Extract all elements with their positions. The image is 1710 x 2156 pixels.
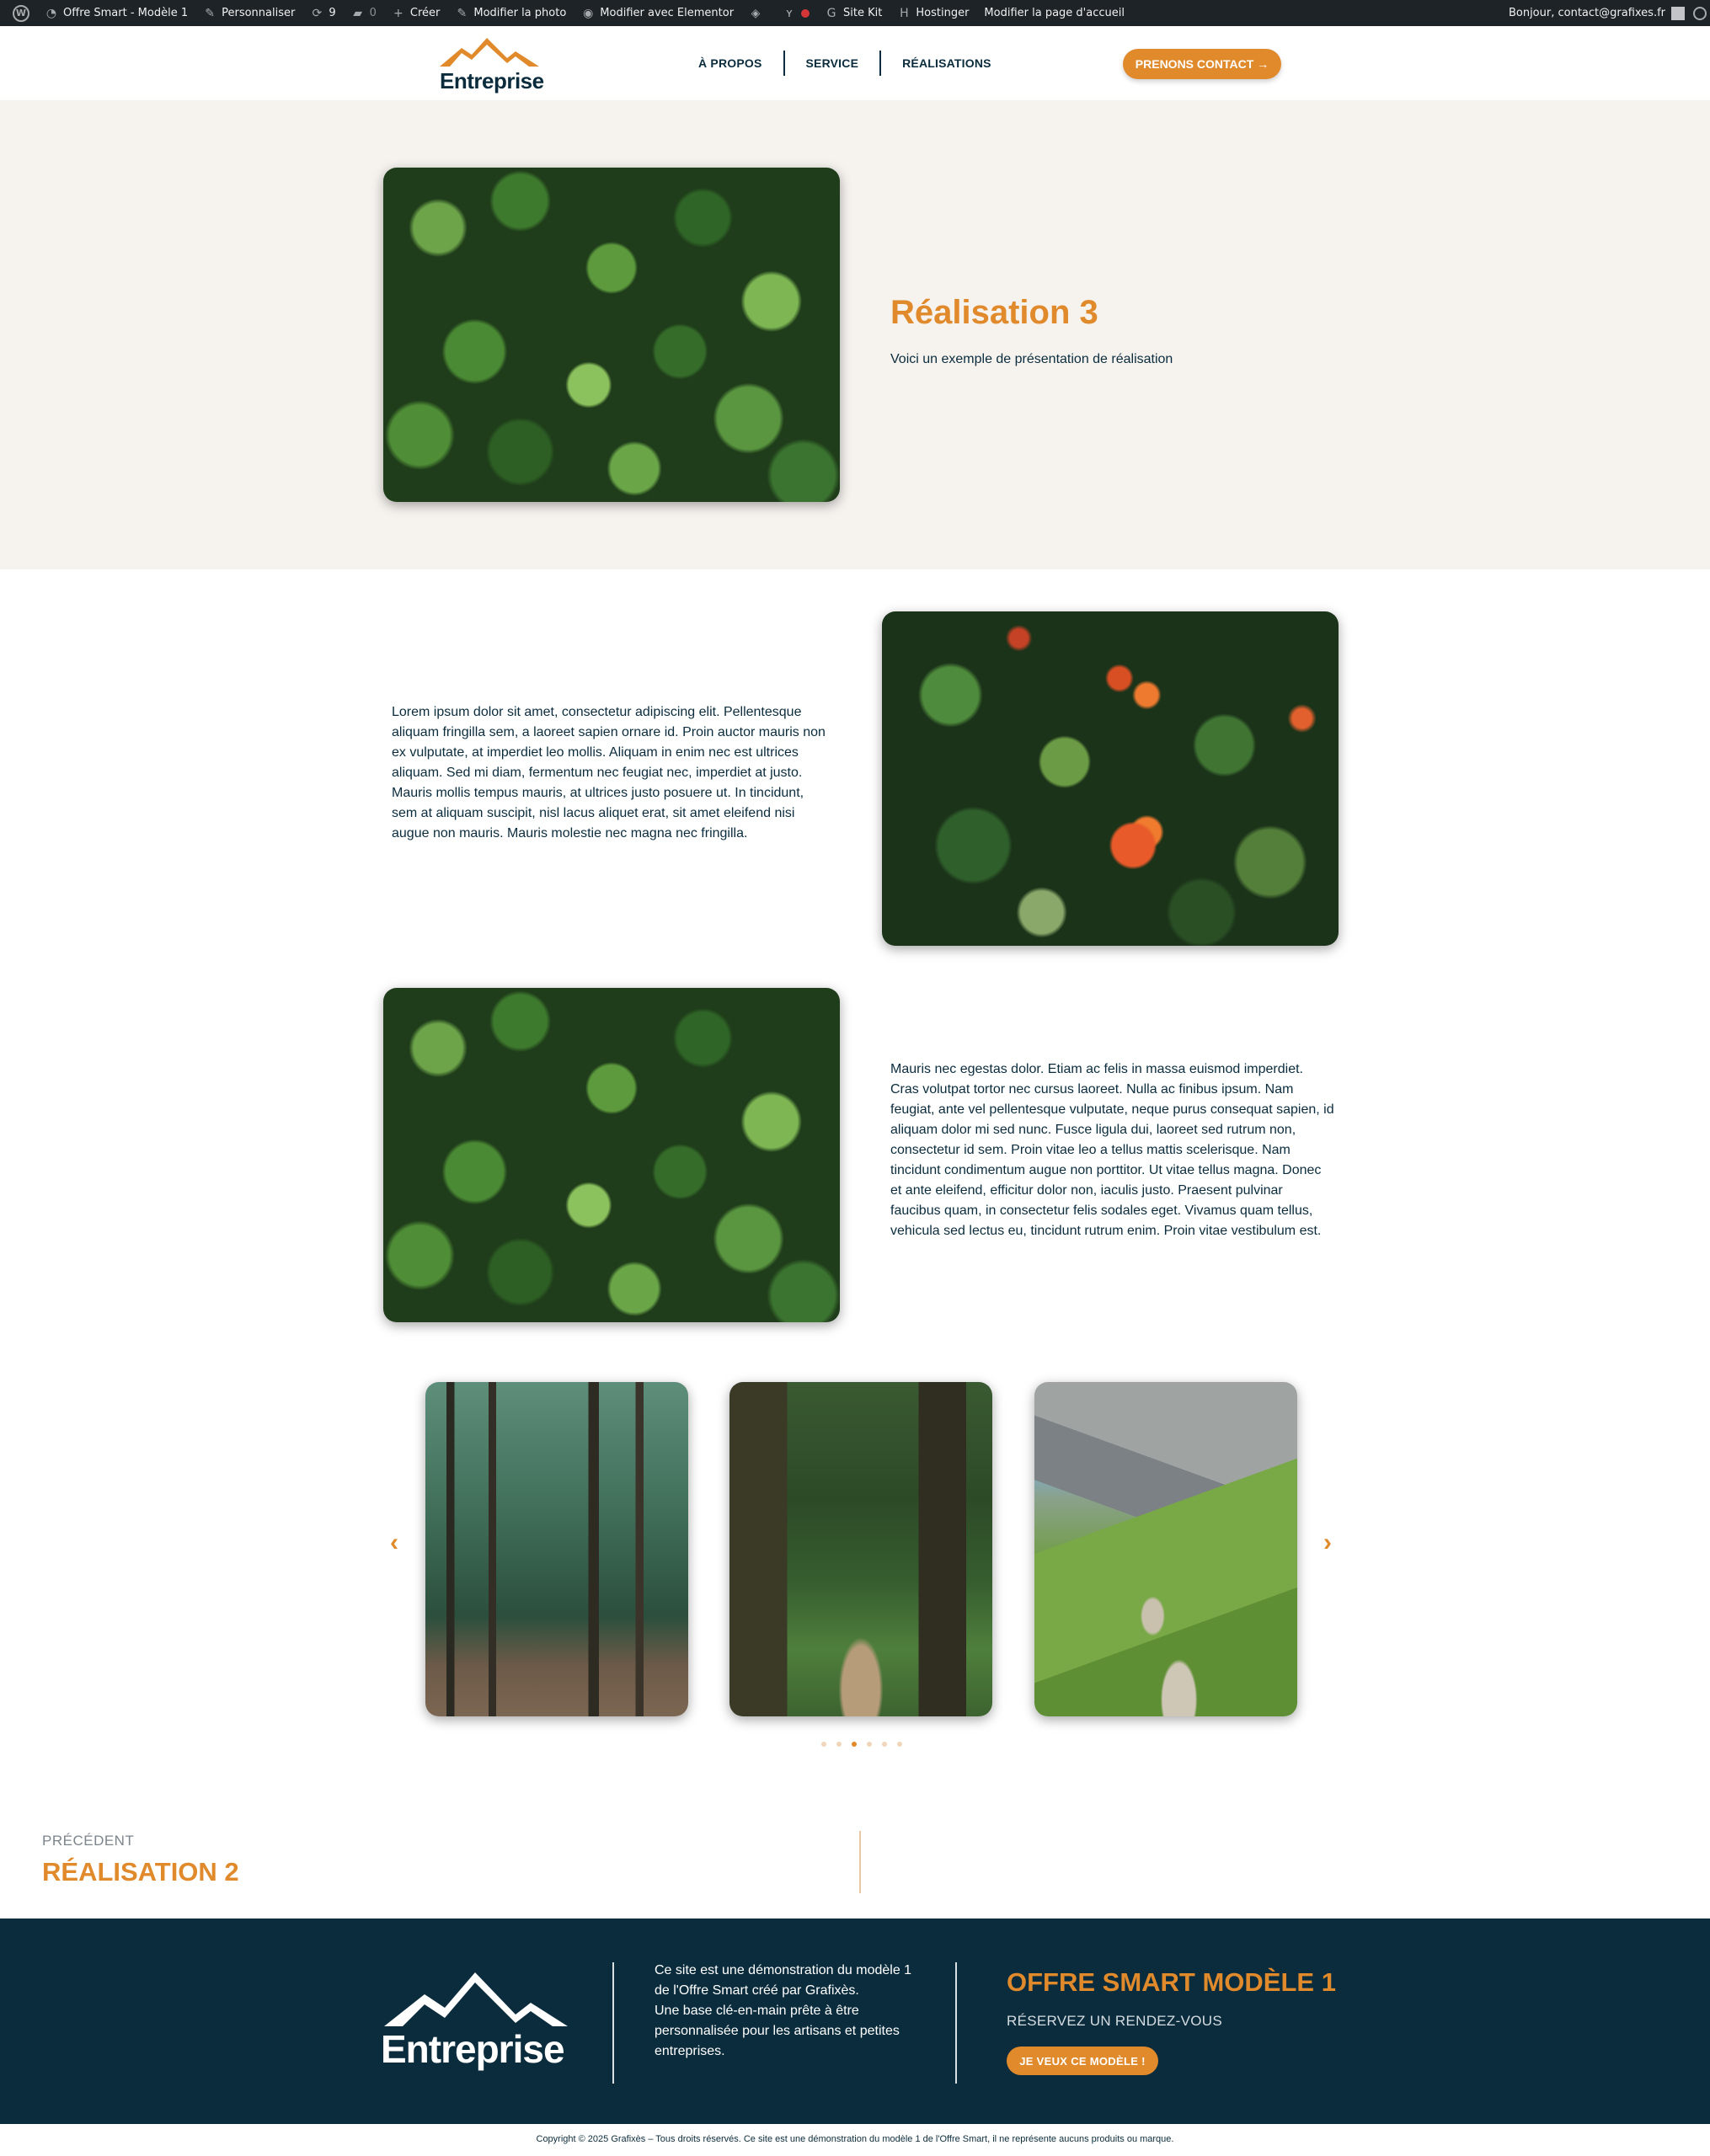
footer-description — [655, 1961, 924, 2062]
elementor-icon: ◉ — [583, 6, 594, 20]
footer-description-line: personnalisée pour les artisans et petites — [655, 2024, 900, 2038]
prev-label: PRÉCÉDENT — [42, 1833, 135, 1849]
comments-link[interactable] — [344, 0, 384, 26]
yoast-icon: ʏ — [785, 6, 794, 20]
footer-description-line: Une base clé-en-main prête à être — [655, 2004, 859, 2018]
carousel-next-button[interactable] — [1318, 1530, 1337, 1556]
hero-section — [0, 100, 1710, 569]
carousel-dot-active[interactable] — [852, 1742, 857, 1747]
autumn-forest-photo — [882, 611, 1339, 946]
site-name-label: Offre Smart - Modèle 1 — [63, 7, 189, 19]
site-name-menu[interactable] — [37, 0, 195, 26]
content-paragraph-1: Lorem ipsum dolor sit amet, consectetur adipiscing elit. Pellentesque aliquam fringilla sem, a laoreet sapien ornare id. Proin auctor mauris non ex vulputate, at imperdiet leo mollis. Aliquam in enim nec est ultrices aliquam. Sed mi diam, fermentum nec feugiat nec, imperdiet at justo. Mauris mollis tempus mauris, at ultrices justo posuere ut. In tincidunt, sem at aliquam suscipit, nisl lacus aliquet erat, sit amet eleifend nisi augue non mauris. Mauris molestie nec magna nec fringilla. — [392, 705, 826, 841]
wordpress-menu[interactable] — [5, 0, 37, 26]
comment-icon: ▰ — [353, 6, 362, 20]
site-kit-label: Site Kit — [843, 7, 883, 19]
diamond-icon: ◈ — [751, 6, 761, 20]
customize-link[interactable] — [195, 0, 302, 26]
carousel-dot[interactable] — [867, 1742, 872, 1747]
edit-elementor-label: Modifier avec Elementor — [600, 7, 735, 19]
footer-title: OFFRE SMART MODÈLE 1 — [1007, 1967, 1336, 1997]
footer-divider — [612, 1962, 614, 2084]
chevron-right-icon: › — [1323, 1529, 1332, 1556]
carousel-dot[interactable] — [836, 1742, 842, 1747]
mountain-logo-icon — [438, 33, 548, 71]
brush-icon: ✎ — [205, 6, 215, 20]
site-footer — [0, 1919, 1710, 2124]
copyright-text: Copyright © 2025 Grafixès – Tous droits réservés. Ce site est une démonstration du modèle 1 de l'Offre Smart, il ne représente aucuns produits ou marque. — [536, 2134, 1174, 2144]
main-nav — [677, 51, 1013, 76]
dashboard-icon: ◔ — [45, 6, 57, 20]
edit-elementor-link[interactable] — [574, 0, 741, 26]
edit-home-link[interactable] — [976, 0, 1132, 26]
create-label: Créer — [409, 7, 441, 19]
footer-mountain-logo-icon — [381, 1966, 574, 2033]
edit-photo-link[interactable] — [447, 0, 574, 26]
create-menu[interactable] — [384, 0, 447, 26]
carousel-prev-button[interactable] — [385, 1530, 403, 1556]
contact-button[interactable]: PRENONS CONTACT → — [1123, 49, 1281, 79]
carousel-dot[interactable] — [821, 1742, 826, 1747]
hostinger-label: Hostinger — [916, 7, 970, 19]
nav-item-service[interactable]: SERVICE — [805, 56, 859, 70]
account-menu[interactable] — [1501, 0, 1693, 26]
site-header — [0, 26, 1710, 100]
post-nav-divider — [859, 1831, 861, 1893]
page-title: Réalisation 3 — [890, 294, 1098, 331]
nav-item-realisations[interactable]: RÉALISATIONS — [902, 56, 991, 70]
content-paragraph-2: Mauris nec egestas dolor. Etiam ac felis in massa euismod imperdiet. Cras volutpat tortor nec cursus laoreet. Nulla ac finibus ipsum. Nam feugiat, ante vel pellentesque vulputate, neque purus consequat sapien, id aliquam dolor mi sed nunc. Fusce ligula dui, laoreet sed rutrum non, consectetur id sem. Proin vitae leo a tellus mattis scelerisque. Nam tincidunt condimentum augue non porttitor. Ut vitae tellus magna. Donec et ante eleifend, efficitur dolor non, iaculis justo. Praesent pulvinar faucibus quam, in consectetur felis sodales eget. Vivamus quam tellus, vehicula sed lectus eu, tincidunt rutrum enim. Proin vitae vestibulum est. — [890, 1062, 1334, 1238]
edit-photo-label: Modifier la photo — [473, 7, 567, 19]
footer-divider — [955, 1962, 957, 2084]
search-icon[interactable] — [1693, 7, 1707, 20]
get-template-button[interactable]: JE VEUX CE MODÈLE ! — [1007, 2047, 1158, 2075]
wp-admin-bar — [0, 0, 1710, 26]
carousel-slide-jungle-path[interactable] — [729, 1382, 992, 1716]
footer-description-line: Ce site est une démonstration du modèle 1 — [655, 1963, 912, 1977]
footer-logo[interactable] — [381, 1966, 574, 2075]
footer-description-line: entreprises. — [655, 2044, 725, 2058]
site-kit-link[interactable] — [817, 0, 890, 26]
footer-subtitle: RÉSERVEZ UN RENDEZ-VOUS — [1007, 2013, 1222, 2029]
page-subtitle: Voici un exemple de présentation de réalisation — [890, 352, 1173, 366]
carousel-dot[interactable] — [882, 1742, 887, 1747]
carousel-pagination — [821, 1742, 912, 1747]
hostinger-icon: H — [900, 6, 909, 20]
hostinger-link[interactable] — [890, 0, 976, 26]
prev-title[interactable]: RÉALISATION 2 — [42, 1857, 239, 1886]
footer-description-line: de l'Offre Smart créé par Grafixès. — [655, 1983, 859, 1998]
updates-icon: ⟳ — [312, 6, 323, 20]
chevron-left-icon: ‹ — [390, 1529, 398, 1556]
carousel-dot[interactable] — [897, 1742, 902, 1747]
wordpress-logo-icon: W — [13, 5, 29, 22]
updates-count: 9 — [329, 7, 336, 19]
diamond-menu[interactable] — [741, 0, 775, 26]
comments-count: 0 — [369, 7, 377, 19]
seo-status-dot — [801, 9, 810, 18]
updates-link[interactable] — [302, 0, 343, 26]
carousel-slide-mountain-trail[interactable] — [1034, 1382, 1297, 1716]
nav-item-a-propos[interactable]: À PROPOS — [698, 56, 762, 70]
avatar — [1671, 7, 1685, 20]
carousel-slide-forest-path[interactable] — [425, 1382, 688, 1716]
footer-logo-text: Entreprise — [381, 2027, 564, 2071]
yoast-menu[interactable] — [775, 0, 817, 26]
pencil-icon: ✎ — [457, 6, 468, 20]
site-logo[interactable] — [438, 33, 548, 92]
forest-canopy-photo — [383, 988, 840, 1322]
hero-forest-photo — [383, 168, 840, 502]
logo-text: Entreprise — [440, 68, 544, 93]
customize-label: Personnaliser — [222, 7, 296, 19]
greeting-label: Bonjour, contact@grafixes.fr — [1508, 7, 1665, 19]
edit-home-label: Modifier la page d'accueil — [984, 7, 1125, 19]
plus-icon: + — [393, 6, 403, 20]
google-icon: G — [826, 6, 836, 20]
